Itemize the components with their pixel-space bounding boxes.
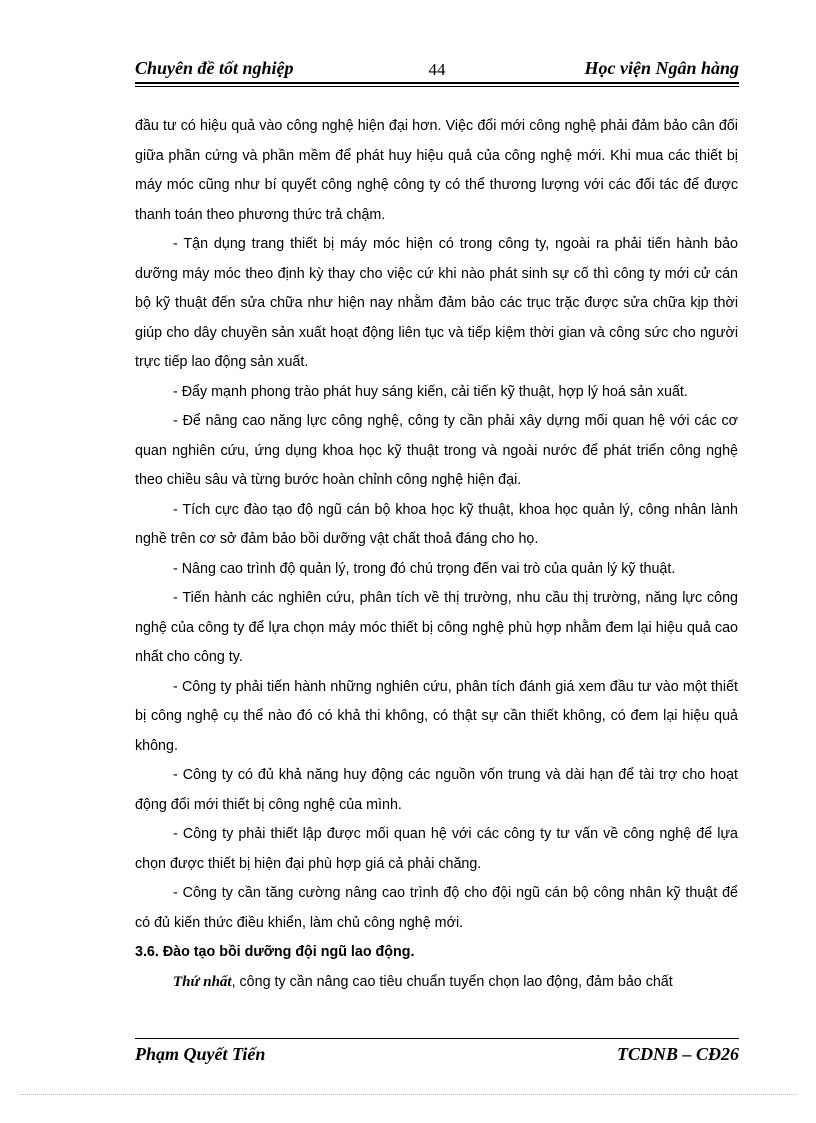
paragraph: - Công ty có đủ khả năng huy động các nguồn vốn trung và dài hạn để tài trợ cho hoạt động đổi mới thiết bị công nghệ của mình. [135, 767, 738, 813]
page-footer [135, 1038, 739, 1068]
paragraph-text: , công ty cần nâng cao tiêu chuẩn tuyển chọn lao động, đảm bảo chất [231, 973, 673, 990]
paragraph [135, 968, 738, 998]
paragraph: - Đẩy mạnh phong trào phát huy sáng kiến, cải tiến kỹ thuật, hợp lý hoá sản xuất. [173, 383, 688, 400]
body-text [135, 112, 738, 997]
footer-class: TCDNB – CĐ26 [616, 1044, 739, 1064]
paragraph: đầu tư có hiệu quả vào công nghệ hiện đại hơn. Việc đổi mới công nghệ phải đảm bảo cân đối giữa phần cứng và phần mềm để phát huy hiệu quả của công nghệ mới. Khi mua các thiết bị máy móc cũng như bí quyết công nghệ công ty có thể thương lượng với các đối tác để được thanh toán theo phương thức trả chậm. [135, 118, 738, 223]
paragraph: - Nâng cao trình độ quản lý, trong đó chú trọng đến vai trò của quản lý kỹ thuật. [173, 560, 676, 577]
page-header [135, 56, 739, 86]
section-heading: 3.6. Đào tạo bồi dưỡng đội ngũ lao động. [135, 944, 415, 960]
header-institution: Học viện Ngân hàng [584, 58, 739, 78]
paragraph: - Để nâng cao năng lực công nghệ, công ty cần phải xây dựng mối quan hệ với các cơ quan nghiên cứu, ứng dụng khoa học kỹ thuật trong và ngoài nước để phát triển công nghệ theo chiều sâu và từng bước hoàn chỉnh công nghệ hiện đại. [135, 413, 738, 488]
footer-author: Phạm Quyết Tiến [135, 1044, 266, 1064]
paragraph: - Công ty phải tiến hành những nghiên cứu, phân tích đánh giá xem đầu tư vào một thiết bị công nghệ cụ thể nào đó có khả thi không, có thật sự cần thiết không, có đem lại hiệu quả không. [135, 678, 738, 754]
page-bottom-border [20, 1094, 796, 1095]
footer-rule [135, 1038, 739, 1039]
page-number: 44 [428, 60, 446, 79]
paragraph: - Tích cực đào tạo độ ngũ cán bộ khoa học kỹ thuật, khoa học quản lý, công nhân lành nghề trên cơ sở đảm bảo bồi dưỡng vật chất thoả đáng cho họ. [135, 501, 738, 547]
header-title: Chuyên đề tốt nghiệp [135, 58, 294, 78]
paragraph: - Tiến hành các nghiên cứu, phân tích về thị trường, nhu cầu thị trường, năng lực công nghệ của công ty để lựa chọn máy móc thiết bị công nghệ phù hợp nhằm đem lại hiệu quả cao nhất cho công ty. [135, 590, 738, 665]
header-rule-thin [135, 86, 739, 87]
paragraph: - Công ty cần tăng cường nâng cao trình độ cho đội ngũ cán bộ công nhân kỹ thuật để có đủ kiến thức điều khiển, làm chủ công nghệ mới. [135, 885, 738, 931]
lead-emphasis: Thứ nhất [173, 973, 232, 990]
header-rule [135, 82, 739, 84]
paragraph: - Tận dụng trang thiết bị máy móc hiện có trong công ty, ngoài ra phải tiến hành bảo dưỡng máy móc theo định kỳ thay cho việc cứ khi nào phát sinh sự cố thì công ty mới cử cán bộ kỹ thuật đến sửa chữa như hiện nay nhằm đảm bảo các trục trặc được sửa chữa kịp thời giúp cho dây chuyền sản xuất hoạt động liên tục và tiếp kiệm thời gian và công sức cho người trực tiếp lao động sản xuất. [135, 236, 738, 370]
paragraph: - Công ty phải thiết lập được mối quan hệ với các công ty tư vấn về công nghệ để lựa chọn được thiết bị hiện đại phù hợp giá cả phải chăng. [135, 826, 738, 872]
